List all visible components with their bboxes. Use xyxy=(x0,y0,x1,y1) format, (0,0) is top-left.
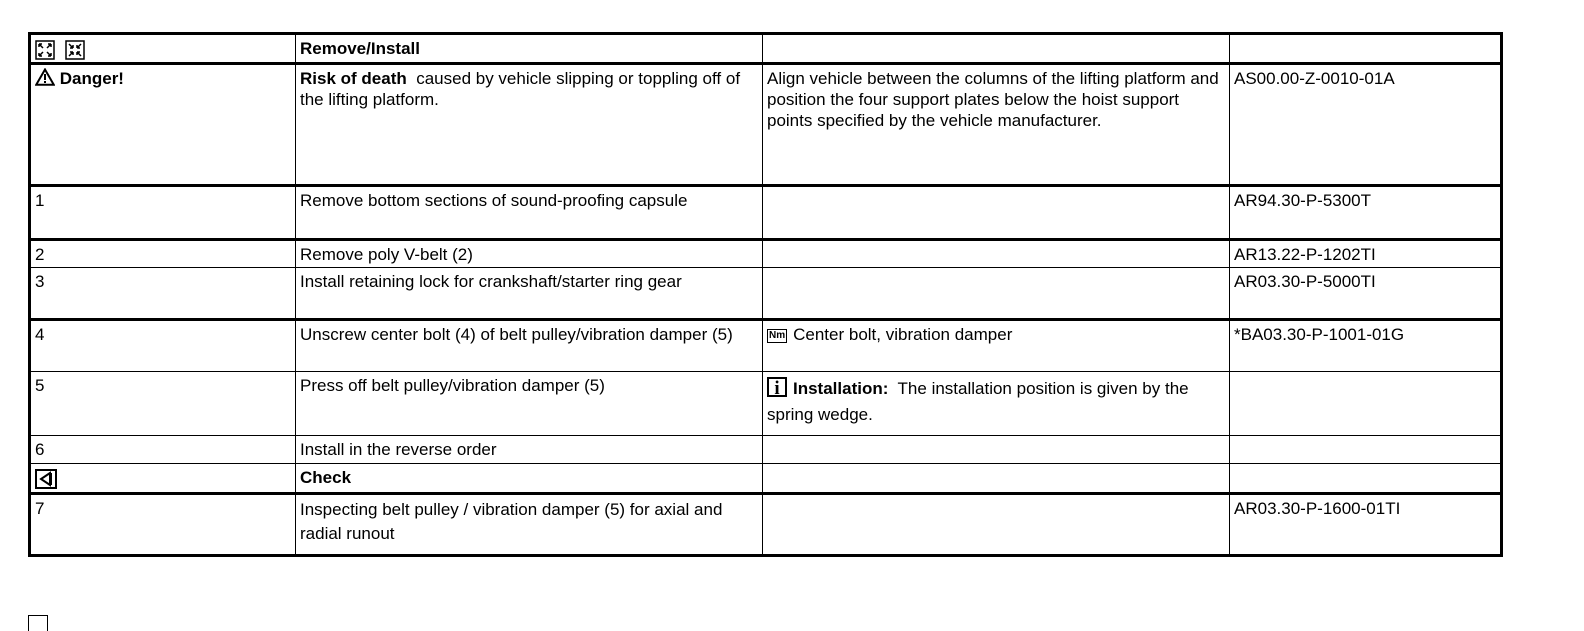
table-row xyxy=(30,34,1502,64)
step-text: Install retaining lock for crankshaft/starter ring gear xyxy=(296,268,763,320)
table-row xyxy=(30,268,1502,320)
step-number: 4 xyxy=(30,320,296,372)
step-number: 5 xyxy=(30,372,296,436)
danger-text-cell xyxy=(296,64,763,186)
torque-note-cell xyxy=(763,320,1230,372)
check-flag-icon xyxy=(35,469,57,489)
danger-ref-cell: AS00.00-Z-0010-01A xyxy=(1230,64,1502,186)
step-number: 3 xyxy=(30,268,296,320)
row-ref-cell xyxy=(1230,464,1502,494)
table-row xyxy=(30,186,1502,240)
warning-triangle-icon xyxy=(35,68,55,86)
row-note-cell xyxy=(763,34,1230,64)
danger-label: Danger! xyxy=(59,69,124,88)
torque-nm-icon: Nm xyxy=(769,330,786,341)
installation-text: The installation position is given by the spring wedge. xyxy=(767,379,1189,424)
step-number: 7 xyxy=(30,494,296,556)
table-row xyxy=(30,320,1502,372)
step-text: Install in the reverse order xyxy=(296,436,763,464)
step-note xyxy=(763,186,1230,240)
torque-note-text: Center bolt, vibration damper xyxy=(793,325,1013,344)
danger-text: caused by vehicle slipping or toppling off of the lifting platform. xyxy=(300,69,741,109)
step-text: Remove poly V-belt (2) xyxy=(296,240,763,268)
danger-lead: Risk of death xyxy=(300,69,407,88)
step-text: Press off belt pulley/vibration damper (5) xyxy=(296,372,763,436)
step-text: Unscrew center bolt (4) of belt pulley/vibration damper (5) xyxy=(296,320,763,372)
info-icon: i xyxy=(767,377,787,397)
step-text: Remove bottom sections of sound-proofing capsule xyxy=(296,186,763,240)
installation-lead: Installation: xyxy=(793,379,889,398)
step-note xyxy=(763,436,1230,464)
installation-note-cell xyxy=(763,372,1230,436)
page-continuation-mark xyxy=(28,615,48,631)
step-text: Inspecting belt pulley / vibration damper (5) for axial and radial runout xyxy=(296,494,763,556)
row-note-cell xyxy=(763,464,1230,494)
step-ref: AR94.30-P-5300T xyxy=(1230,186,1502,240)
step-ref: *BA03.30-P-1001-01G xyxy=(1230,320,1502,372)
row-icon-cell xyxy=(30,34,296,64)
procedure-table xyxy=(28,32,1503,557)
danger-instruction-cell: Align vehicle between the columns of the lifting platform and position the four support plates below the hoist support points specified by the vehicle manufacturer. xyxy=(763,64,1230,186)
table-row xyxy=(30,464,1502,494)
table-row xyxy=(30,436,1502,464)
step-ref xyxy=(1230,436,1502,464)
table-row xyxy=(30,240,1502,268)
step-ref: AR03.30-P-5000TI xyxy=(1230,268,1502,320)
step-ref: AR03.30-P-1600-01TI xyxy=(1230,494,1502,556)
section-title-remove-install: Remove/Install xyxy=(296,34,763,64)
expand-arrows-icon xyxy=(35,40,55,60)
step-note xyxy=(763,268,1230,320)
step-number: 6 xyxy=(30,436,296,464)
step-number: 2 xyxy=(30,240,296,268)
collapse-arrows-icon xyxy=(65,40,85,60)
step-note xyxy=(763,240,1230,268)
table-row xyxy=(30,372,1502,436)
step-number: 1 xyxy=(30,186,296,240)
step-ref: AR13.22-P-1202TI xyxy=(1230,240,1502,268)
table-row xyxy=(30,64,1502,186)
row-ref-cell xyxy=(1230,34,1502,64)
check-icon-cell xyxy=(30,464,296,494)
danger-cell xyxy=(30,64,296,186)
step-ref xyxy=(1230,372,1502,436)
section-title-check: Check xyxy=(296,464,763,494)
step-note xyxy=(763,494,1230,556)
table-row xyxy=(30,494,1502,556)
